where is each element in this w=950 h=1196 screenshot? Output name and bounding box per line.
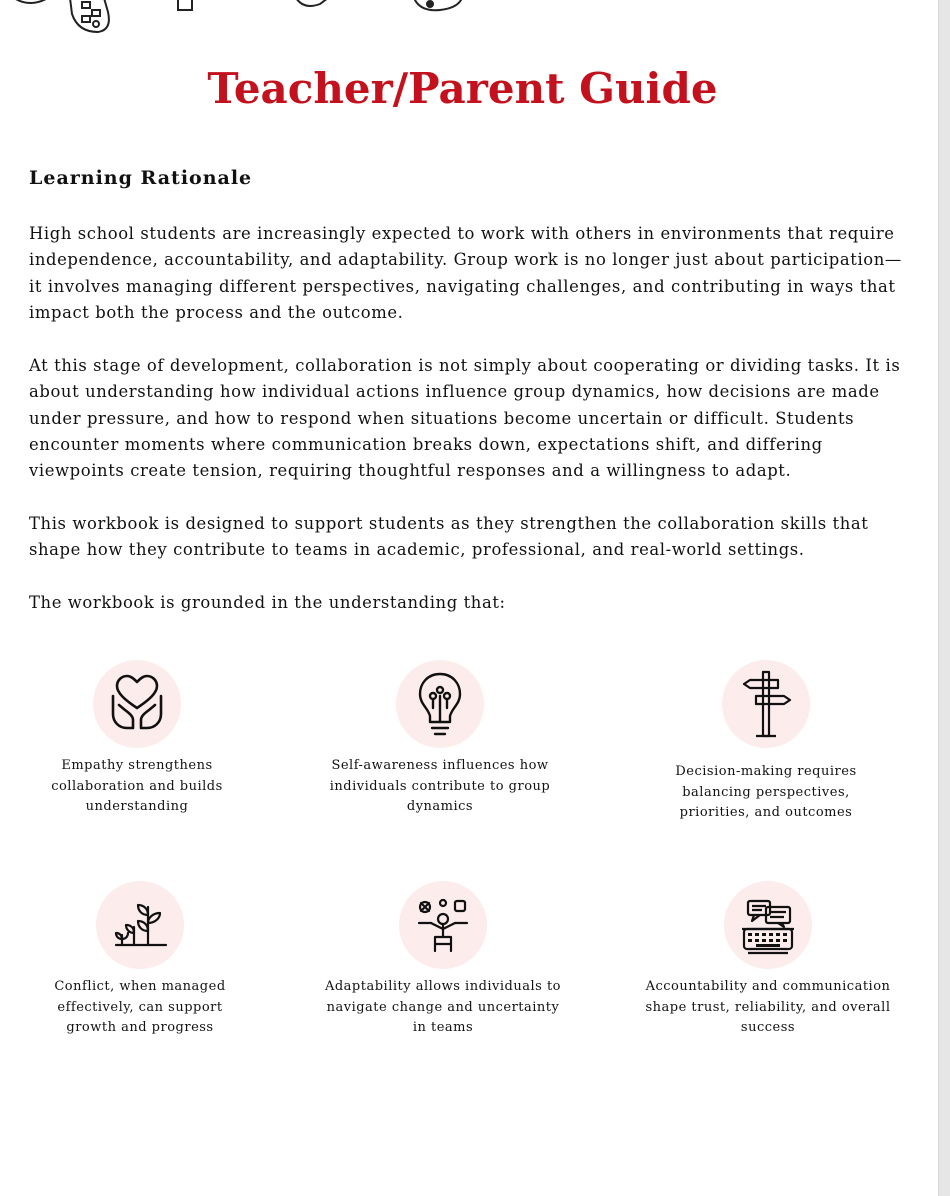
sprouts-icon (108, 893, 172, 957)
feature-item-empathy (12, 660, 262, 818)
feature-text: Self-awareness influences how individuals contribute to group dynamics (329, 758, 551, 814)
person-options-icon (411, 893, 475, 957)
paragraph-development: At this stage of development, collaboration is not simply about cooperating or dividing tasks. It is about understanding how individual actions influence group dynamics, how decisions are made under pressure, and how to respond when situations become uncertain or difficult. Students encounter moments where communication breaks down, expectations shift, and differing viewpoints create tension, requiring thoughtful responses and a willingness to adapt. (29, 356, 901, 481)
feature-text: Decision-making requires balancing perspectives, priorities, and outcomes (675, 764, 857, 820)
icon-circle (722, 660, 810, 748)
typewriter-chat-icon (736, 893, 800, 957)
feature-text: Conflict, when managed effectively, can support growth and progress (54, 979, 226, 1035)
feature-item-accountability (643, 881, 893, 1039)
feature-text: Empathy strengthens collaboration and builds understanding (51, 758, 223, 814)
heart-hands-icon (101, 668, 173, 740)
page-title: Teacher/Parent Guide (207, 64, 718, 113)
feature-item-adaptability (318, 881, 568, 1039)
scrollbar-track[interactable] (938, 0, 950, 1196)
feature-text: Accountability and communication shape trust, reliability, and overall success (645, 979, 891, 1035)
paragraph-intro: High school students are increasingly expected to work with others in environments that require independence, accountability, and adaptability. Group work is no longer just about participation—it involves managing different perspectives, navigating challenges, and contributing in ways that impact both the process and the outcome. (29, 224, 902, 322)
lightbulb-icon (408, 668, 472, 740)
feature-item-decision-making (641, 660, 891, 824)
icon-circle (93, 660, 181, 748)
paragraph-workbook-purpose: This workbook is designed to support students as they strengthen the collaboration skills that shape how they contribute to teams in academic, professional, and real-world settings. (29, 514, 869, 560)
top-doodle-illustration (0, 0, 520, 40)
icon-circle (399, 881, 487, 969)
signpost-icon (734, 668, 798, 740)
paragraph-grounded: The workbook is grounded in the understanding that: (29, 593, 506, 612)
icon-circle (96, 881, 184, 969)
section-heading: Learning Rationale (29, 167, 253, 189)
feature-item-self-awareness (315, 660, 565, 818)
feature-item-conflict (15, 881, 265, 1039)
icon-circle (724, 881, 812, 969)
feature-text: Adaptability allows individuals to navigate change and uncertainty in teams (324, 979, 562, 1035)
icon-circle (396, 660, 484, 748)
